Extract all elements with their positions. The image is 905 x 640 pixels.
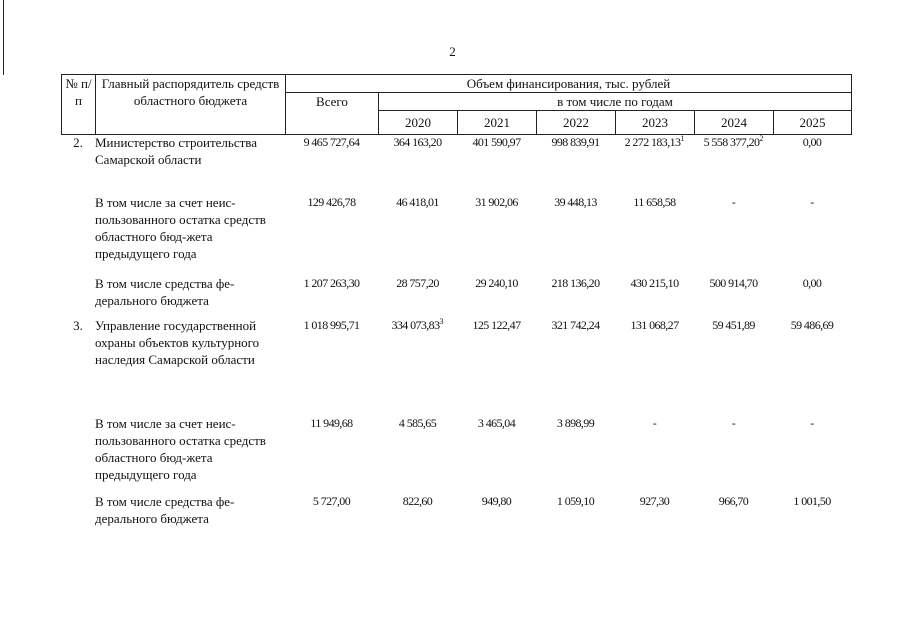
- row-number: [61, 415, 95, 493]
- value-2025: 1 001,50: [793, 494, 831, 508]
- value-2022: 39 448,13: [554, 195, 597, 209]
- value-2025: -: [810, 416, 814, 430]
- value-2021: 31 902,06: [475, 195, 518, 209]
- left-margin-rule: [3, 0, 4, 75]
- header-year: 2024: [695, 111, 774, 135]
- value-2020: [378, 317, 457, 415]
- row-name: В том числе средства фе-дерального бюджета: [95, 494, 235, 526]
- table-header: [61, 74, 852, 135]
- value-2023: 927,30: [639, 494, 670, 508]
- table-row: [61, 134, 851, 194]
- value-total: 9 465 727,64: [303, 135, 360, 149]
- value-2022: 998 839,91: [551, 135, 600, 149]
- table-row: [61, 275, 851, 317]
- value-2024: 500 914,70: [709, 276, 758, 290]
- value-total: 5 727,00: [312, 494, 351, 508]
- value-2020: 364 163,20: [393, 135, 442, 149]
- value-2025: -: [810, 195, 814, 209]
- value-2020: 4 585,65: [398, 416, 437, 430]
- row-number: 2.: [73, 135, 83, 150]
- value-2024: 966,70: [718, 494, 749, 508]
- value-2024: -: [731, 416, 736, 430]
- value-2020: 28 757,20: [396, 276, 439, 290]
- header-year: 2020: [379, 111, 458, 135]
- row-name: В том числе средства фе-дерального бюджета: [95, 276, 235, 308]
- table-body: [61, 134, 851, 533]
- value-2021: 401 590,97: [472, 135, 521, 149]
- value-total: 1 207 263,30: [303, 276, 360, 290]
- value-total: 11 949,68: [310, 416, 353, 430]
- value-2022: 321 742,24: [551, 318, 600, 332]
- value-2024: [694, 134, 773, 194]
- value-2025: 0,00: [802, 135, 822, 149]
- header-col-by-year: в том числе по годам: [379, 93, 852, 111]
- footnote-marker: 3: [439, 317, 444, 326]
- value-2025: 0,00: [802, 276, 822, 290]
- table-row: [61, 194, 851, 275]
- value-2022: 3 898,99: [556, 416, 595, 430]
- value-2024: 59 451,89: [712, 318, 755, 332]
- value-2024: -: [731, 195, 736, 209]
- value-2025: 59 486,69: [790, 318, 834, 332]
- value-text: 2 272 183,13: [624, 135, 681, 149]
- page-number: 2: [449, 44, 456, 59]
- value-text: 334 073,83: [391, 318, 440, 332]
- value-2023: [615, 134, 694, 194]
- row-name: В том числе за счет неис-пользованного остатка средств областного бюд-жета предыдущего года: [95, 416, 266, 482]
- header-year: 2025: [774, 111, 852, 135]
- footnote-marker: 1: [680, 134, 685, 143]
- value-2020: 46 418,01: [396, 195, 439, 209]
- value-2022: 218 136,20: [551, 276, 600, 290]
- header-col-total: Всего: [286, 93, 379, 135]
- value-2021: 125 122,47: [472, 318, 521, 332]
- row-number: [61, 194, 95, 275]
- header-year: 2022: [537, 111, 616, 135]
- header-col-funding: Объем финансирования, тыс. рублей: [286, 75, 852, 93]
- value-2021: 3 465,04: [477, 416, 516, 430]
- table-row: [61, 493, 851, 533]
- value-2023: -: [652, 416, 657, 430]
- row-number: [61, 493, 95, 533]
- row-name: Министерство строительства Самарской области: [95, 135, 258, 167]
- row-name: Управление государственной охраны объектов культурного наследия Самарской области: [95, 318, 260, 367]
- header-year: 2023: [616, 111, 695, 135]
- row-number: [61, 275, 95, 317]
- table-row: [61, 317, 851, 415]
- value-2023: 430 215,10: [630, 276, 679, 290]
- value-2022: 1 059,10: [556, 494, 595, 508]
- header-col-num: № п/п: [62, 75, 96, 135]
- row-number: 3.: [73, 318, 83, 333]
- value-2021: 949,80: [481, 494, 512, 508]
- row-name: В том числе за счет неис-пользованного остатка средств областного бюд-жета предыдущего года: [95, 195, 266, 261]
- value-total: 129 426,78: [307, 195, 356, 209]
- footnote-marker: 2: [759, 134, 764, 143]
- value-total: 1 018 995,71: [303, 318, 360, 332]
- value-2023: 131 068,27: [630, 318, 679, 332]
- header-col-name: Главный распорядитель средств областного бюджета: [96, 75, 286, 135]
- table-row: [61, 415, 851, 493]
- header-year: 2021: [458, 111, 537, 135]
- value-2020: 822,60: [402, 494, 433, 508]
- value-2023: 11 658,58: [633, 195, 676, 209]
- value-text: 5 558 377,20: [703, 135, 760, 149]
- value-2021: 29 240,10: [475, 276, 518, 290]
